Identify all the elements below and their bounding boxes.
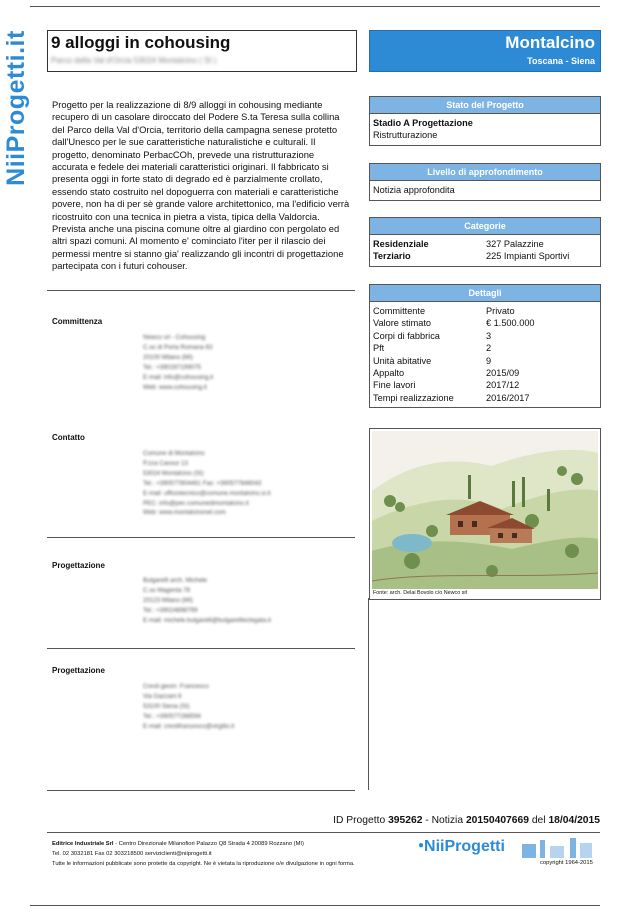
vertical-logo <box>0 28 38 188</box>
city-box <box>369 30 601 72</box>
progettazione-label-1: Progettazione <box>52 561 105 570</box>
vertical-logo-text: NiiProgetti.it <box>2 30 30 186</box>
progettazione-label-2: Progettazione <box>52 666 105 675</box>
dettagli-header: Dettagli <box>370 285 600 302</box>
dettagli-row: Appalto 2015/09 <box>373 367 520 378</box>
dettagli-panel <box>369 284 601 408</box>
committenza-label: Committenza <box>52 317 103 326</box>
footer-project-id: ID Progetto 395262 - Notizia 20150407669 del 18/04/2015 <box>333 815 600 826</box>
footer-address: Editrice Industriale Srl - Centro Direzionale Milanofiori Palazzo Q8 Strada 4 20089 Rozzano (MI) <box>52 841 304 847</box>
committenza-details: Newco srl - Cohousing C.so di Porta Romana 63 20100 Milano (MI) Tel.: +390287199075 E-mail: info@cohousing.it Web: www.cohousing.it <box>143 334 214 391</box>
progettazione-details-1: Bulgarelli arch. Michele C.so Magenta 78 20123 Milano (MI) Tel.: +39024898799 E-mail: michele.bulgarelli@bulgarellieclegata.it <box>143 577 272 624</box>
footer-copyright: copyright 1964-2015 <box>540 860 593 866</box>
stato-header: Stato del Progetto <box>370 97 600 114</box>
livello-value: Notizia approfondita <box>373 185 455 195</box>
footer-logo-text: NiiProgetti <box>424 838 505 855</box>
region-name: Toscana - Siena <box>527 56 595 66</box>
livello-panel <box>369 163 601 201</box>
categoria-row: Residenziale 327 Palazzine <box>373 239 544 249</box>
contatto-label: Contatto <box>52 433 85 442</box>
city-name: Montalcino <box>505 33 595 52</box>
project-description: Progetto per la realizzazione di 8/9 alloggi in cohousing mediante recupero di un casolare diroccato del Podere S.ta Teresa sulla collina del Parco della Val d'Orcia, territorio della campagna senese protetto dall'Unesco per le sue caratteristiche naturalistiche e culturali. Il progetto, denominato PerbacCOh, prevede una ristrutturazione accurata e fedele dei materiali caratteristici originari. Il fabbricato si presenta oggi in forte stato di degrado ed è parzialmente crollato, essendo stato costruito nel dopoguerra con materiali e caratteristiche povere, non ha di per sè grande valore architettonico, ma l'edificio verrà ricostruito con una tecnica in pietra a vista, tipica della Valdorcia. Prevista anche una piscina comune oltre al giardino con pergolato ed altri spazi comuni. Al momento e' cominciato l'iter per il rilascio dei permessi mentre si stanno gia' realizzando gli incontri di progettazione partecipata con i futuri cohouser. <box>52 99 350 272</box>
stato-stage: Stadio A Progettazione <box>373 118 473 128</box>
categorie-header: Categorie <box>370 218 600 235</box>
project-address: Parco della Val d'Orcia 53024 Montalcino ( SI ) <box>51 56 217 65</box>
stato-type: Ristrutturazione <box>373 130 438 141</box>
dettagli-row: Corpi di fabbrica 3 <box>373 330 492 341</box>
livello-header: Livello di approfondimento <box>370 164 600 181</box>
dettagli-row: Tempi realizzazione 2016/2017 <box>373 392 530 403</box>
project-rendering-image <box>372 431 598 589</box>
footer-contacts: Tel. 02 3032181 Fax 02 303218500 serviziclienti@niiprogetti.it <box>52 851 212 857</box>
title-box <box>47 30 357 72</box>
dettagli-row: Committente Privato <box>373 306 515 316</box>
footer-logo-graphic <box>520 838 600 858</box>
dettagli-row: Pft 2 <box>373 343 492 354</box>
progettazione-details-2: Cresti geom. Francesco Via Gazzani 8 53100 Siena (SI) Tel.: +390577288594 E-mail: crestifrancesco@virgilio.it <box>143 683 235 730</box>
dettagli-row: Fine lavori 2017/12 <box>373 380 520 391</box>
project-image-frame <box>369 428 601 600</box>
footer-disclaimer: Tutte le informazioni pubblicate sono protette da copyright. Ne è vietata la riproduzione o/e divulgazione in ogni forma. <box>52 861 355 867</box>
image-caption: Fonte: arch. Delai Bovolo c/o Newco srl <box>373 590 468 596</box>
dettagli-row: Unità abitative 9 <box>373 355 492 366</box>
page-title: 9 alloggi in cohousing <box>51 33 231 52</box>
footer-logo: ●NiiProgetti <box>418 838 505 855</box>
categoria-row: Terziario 225 Impianti Sportivi <box>373 251 570 262</box>
contatto-details: Comune di Montalcino P.zza Cavour 13 53024 Montalcino (SI) Tel.: +390577804461 Fax: +390577846043 E-mail: ufficiotecnico@comune.montalcino.si.it PEC: info@pec.comunedimontalcino.it Web: www.montalcinonet.com <box>143 450 271 517</box>
categorie-panel <box>369 217 601 267</box>
dettagli-row: Valore stimato € 1.500.000 <box>373 318 535 329</box>
stato-panel <box>369 96 601 146</box>
